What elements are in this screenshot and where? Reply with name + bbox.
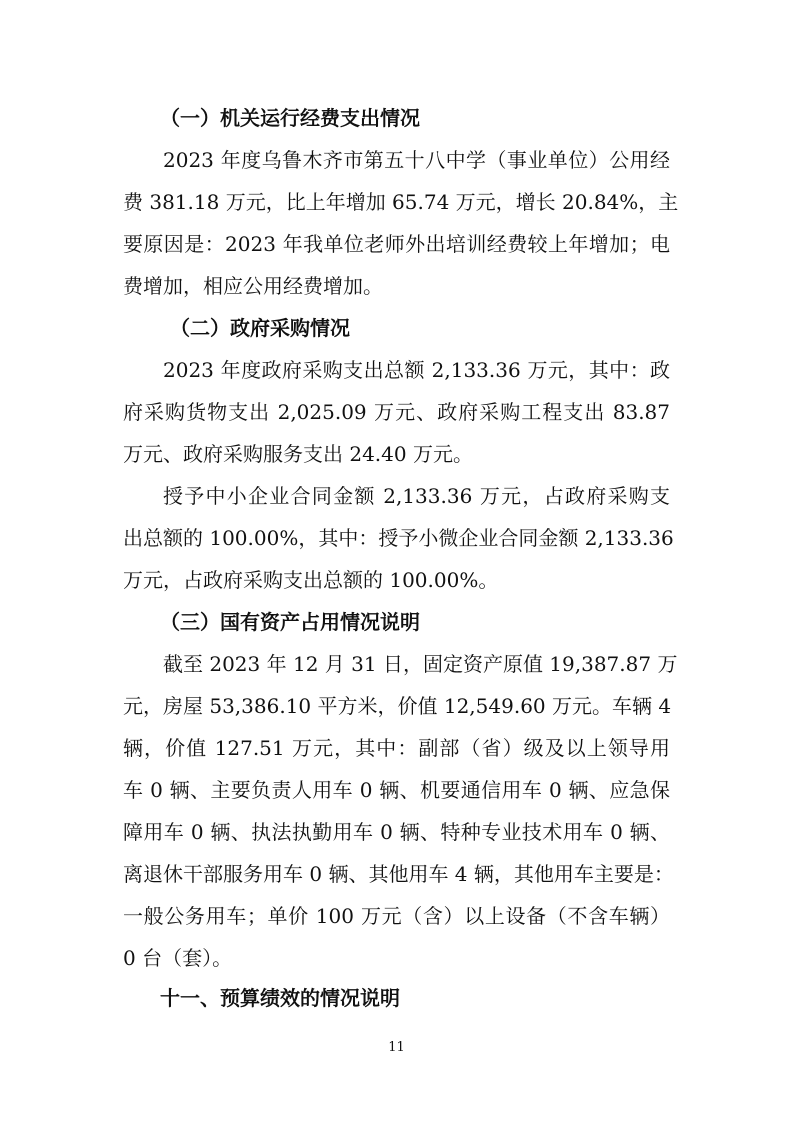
paragraph-line: 2023 年度乌鲁木齐市第五十八中学（事业单位）公用经 [163,148,670,172]
page-number: 11 [388,1040,405,1055]
paragraph-line: 府采购货物支出 2,025.09 万元、政府采购工程支出 83.87 [123,400,670,424]
paragraph-line: 授予中小企业合同金额 2,133.36 万元，占政府采购支 [163,484,670,508]
section-heading-operating-expenses: （一）机关运行经费支出情况 [160,106,420,130]
section-heading-procurement: （二）政府采购情况 [170,316,350,340]
paragraph-line: 障用车 0 辆、执法执勤用车 0 辆、特种专业技术用车 0 辆、 [123,820,670,844]
paragraph-line: 截至 2023 年 12 月 31 日，固定资产原值 19,387.87 万 [163,652,678,676]
paragraph-line: 出总额的 100.00%，其中：授予小微企业合同金额 2,133.36 [123,526,674,550]
paragraph-line: 元，房屋 53,386.10 平方米，价值 12,549.60 万元。车辆 4 [123,694,672,718]
paragraph-line: 要原因是：2023 年我单位老师外出培训经费较上年增加；电 [123,232,670,256]
section-heading-state-assets: （三）国有资产占用情况说明 [160,610,420,634]
paragraph-line: 一般公务用车；单价 100 万元（含）以上设备（不含车辆） [123,904,670,928]
paragraph-line: 车 0 辆、主要负责人用车 0 辆、机要通信用车 0 辆、应急保 [123,778,670,802]
paragraph-line: 费 381.18 万元，比上年增加 65.74 万元，增长 20.84%，主 [123,190,679,214]
paragraph-line: 离退休干部服务用车 0 辆、其他用车 4 辆，其他用车主要是： [123,862,674,886]
chapter-heading-performance: 十一、预算绩效的情况说明 [160,986,400,1010]
paragraph-line: 万元、政府采购服务支出 24.40 万元。 [123,442,473,466]
paragraph-line: 费增加，相应公用经费增加。 [123,274,383,298]
paragraph-line: 0 台（套）。 [123,946,233,970]
paragraph-line: 辆，价值 127.51 万元，其中：副部（省）级及以上领导用 [123,736,670,760]
paragraph-line: 万元，占政府采购支出总额的 100.00%。 [123,568,499,592]
paragraph-line: 2023 年度政府采购支出总额 2,133.36 万元，其中：政 [163,358,670,382]
